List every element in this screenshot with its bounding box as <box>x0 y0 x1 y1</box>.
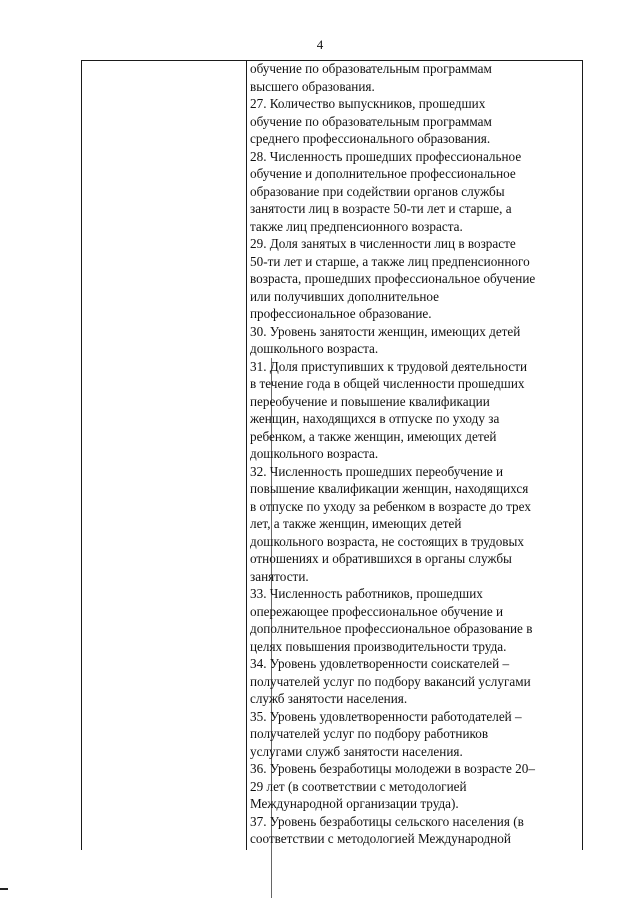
list-item-line: дошкольного возраста, не состоящих в трудовых <box>250 533 524 549</box>
list-item-line: женщин, находящихся в отпуске по уходу за <box>250 411 500 426</box>
page-number: 4 <box>316 37 324 52</box>
list-item-line: в течение года в общей численности прошедших <box>250 376 525 391</box>
list-item <box>250 95 580 148</box>
list-item-line: обучение по образовательным программам <box>250 61 492 76</box>
list-item <box>250 235 580 323</box>
list-item-line: обучение и дополнительное профессиональное <box>250 166 516 181</box>
list-item-line: 33. Численность работников, прошедших <box>250 586 483 601</box>
list-item-line: в отпуске по уходу за ребенком в возрасте до трех <box>250 498 531 514</box>
list-item-line: опережающее профессиональное обучение и <box>250 603 504 619</box>
list-item <box>250 708 580 761</box>
list-item-line: повышение квалификации женщин, находящихся <box>250 481 529 496</box>
list-item-line: дошкольного возраста. <box>250 341 379 356</box>
list-item-line: профессиональное образование. <box>250 306 432 321</box>
list-item-line: занятости. <box>250 568 309 584</box>
list-item-line: 29 лет (в соответствии с методологией <box>250 778 467 794</box>
list-item-line: 36. Уровень безработицы молодежи в возрасте 20– <box>250 761 535 776</box>
list-item-line: ребенком, а также женщин, имеющих детей <box>250 428 497 444</box>
list-item <box>250 358 580 463</box>
list-item <box>250 813 580 848</box>
list-item-line: также лиц предпенсионного возраста. <box>250 218 463 234</box>
list-item-line: 30. Уровень занятости женщин, имеющих детей <box>250 323 521 339</box>
list-item <box>250 323 580 358</box>
list-item-line: услугами служб занятости населения. <box>250 743 463 759</box>
table-right-column <box>250 60 580 848</box>
list-item-line: 29. Доля занятых в численности лиц в возрасте <box>250 236 516 251</box>
list-item-line: отношениях и обратившихся в органы службы <box>250 551 512 566</box>
list-item-line: 31. Доля приступивших к трудовой деятельности <box>250 358 528 374</box>
list-item <box>250 148 580 236</box>
list-item-line: лет, а также женщин, имеющих детей <box>250 516 462 531</box>
list-item <box>250 655 580 708</box>
list-item <box>250 760 580 813</box>
list-item-line: образование при содействии органов службы <box>250 183 505 199</box>
list-item-line: получателей услуг по подбору работников <box>250 726 489 741</box>
list-item <box>250 463 580 586</box>
list-item-line: соответствии с методологией Международной <box>250 831 511 846</box>
list-item-line: служб занятости населения. <box>250 691 408 706</box>
list-item-line: 32. Численность прошедших переобучение и <box>250 463 504 479</box>
list-item-line: получателей услуг по подбору вакансий услугами <box>250 673 531 689</box>
list-item-line: 35. Уровень удовлетворенности работодателей – <box>250 708 522 724</box>
list-item-line: целях повышения производительности труда. <box>250 638 507 654</box>
list-item-line: переобучение и повышение квалификации <box>250 393 490 409</box>
margin-mark <box>0 888 8 890</box>
list-item-line: занятости лиц в возрасте 50-ти лет и старше, а <box>250 201 512 216</box>
list-item-line: 28. Численность прошедших профессиональное <box>250 148 522 164</box>
list-item-line: или получивших дополнительное <box>250 288 440 304</box>
list-item-line: возраста, прошедших профессиональное обучение <box>250 271 536 286</box>
list-item-line: обучение по образовательным программам <box>250 113 492 129</box>
list-item-line: дополнительное профессиональное образование в <box>250 621 533 636</box>
list-item-line: 34. Уровень удовлетворенности соискателей – <box>250 656 510 671</box>
column-divider <box>246 60 247 850</box>
list-item-line: 27. Количество выпускников, прошедших <box>250 96 486 111</box>
list-item-line: Международной организации труда). <box>250 796 459 811</box>
list-item <box>250 585 580 655</box>
list-item-line: дошкольного возраста. <box>250 446 379 461</box>
list-item-line: высшего образования. <box>250 78 375 94</box>
list-item <box>250 60 580 95</box>
list-item-line: 37. Уровень безработицы сельского населения (в <box>250 813 524 829</box>
list-item-line: 50-ти лет и старше, а также лиц предпенсионного <box>250 253 530 269</box>
list-item-line: среднего профессионального образования. <box>250 131 491 146</box>
